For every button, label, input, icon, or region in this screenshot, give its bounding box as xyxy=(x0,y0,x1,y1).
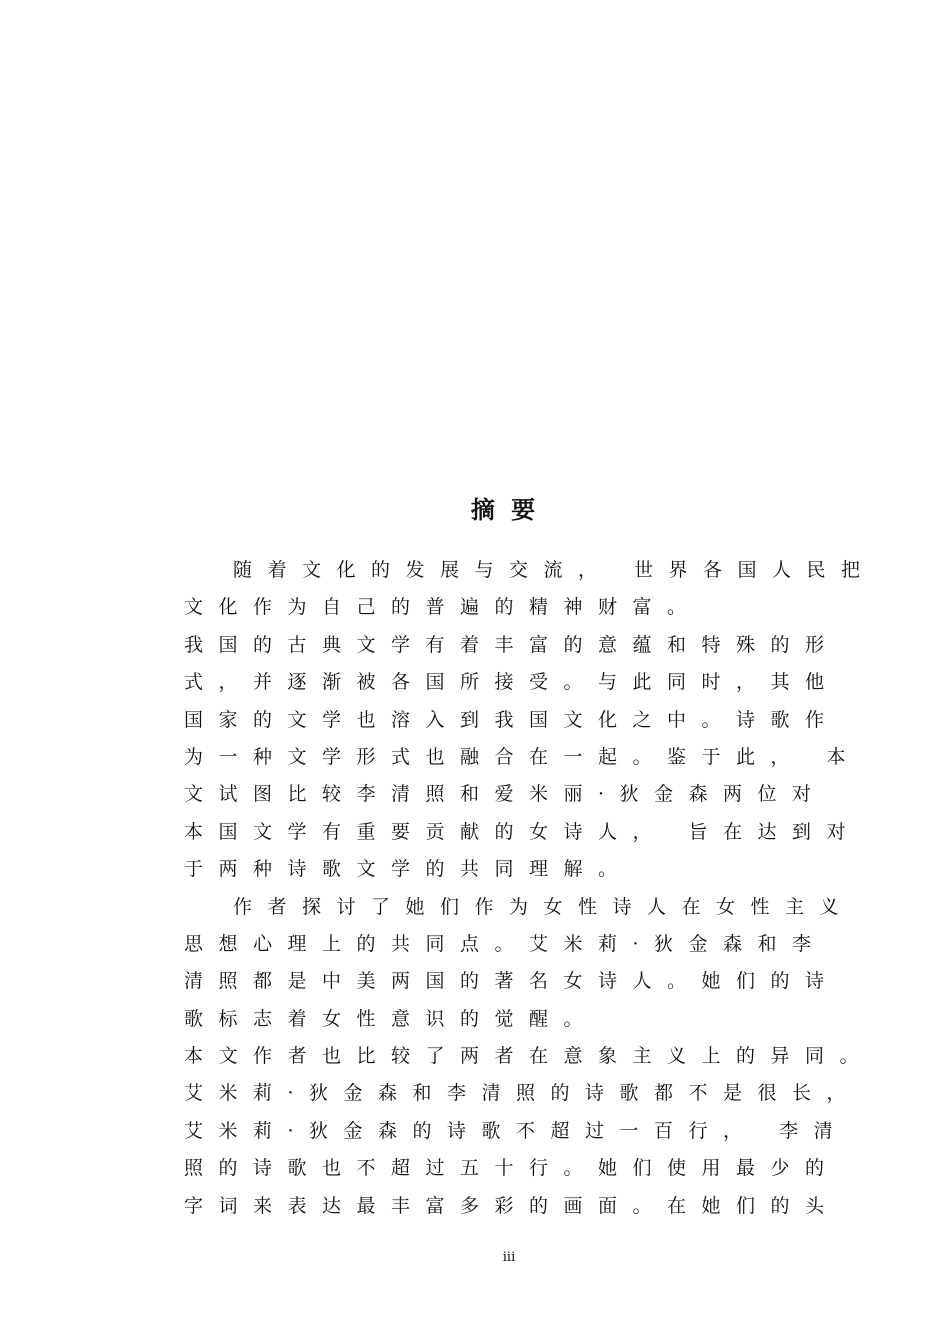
abstract-title: 摘 要 xyxy=(470,495,540,524)
text-line: 于两种诗歌文学的共同理解。 xyxy=(184,858,633,881)
text-line: 文化作为自己的普遍的精神财富。 xyxy=(184,596,702,619)
text-line: 字词来表达最丰富多彩的画面。在她们的头 xyxy=(184,1194,840,1217)
text-line: 歌标志着女性意识的觉醒。 xyxy=(184,1007,599,1030)
text-line: 照的诗歌也不超过五十行。她们使用最少的 xyxy=(184,1157,840,1180)
text-line: 本国文学有重要贡献的女诗人， 旨在达到对 xyxy=(184,820,862,843)
text-line: 思想心理上的共同点。艾米莉·狄金森和李 xyxy=(184,932,827,955)
text-line: 为一种文学形式也融合在一起。鉴于此， 本 xyxy=(184,745,862,768)
text-line: 式，并逐渐被各国所接受。与此同时，其他 xyxy=(184,671,840,694)
page-number: iii xyxy=(502,1250,516,1265)
text-line: 国家的文学也溶入到我国文化之中。诗歌作 xyxy=(184,708,840,731)
abstract-body xyxy=(184,552,876,1225)
text-line: 艾米莉·狄金森的诗歌不超过一百行， 李清 xyxy=(184,1119,849,1142)
text-line: 随着文化的发展与交流， 世界各国人民把 xyxy=(233,559,876,581)
text-line: 文试图比较李清照和爱米丽·狄金森两位对 xyxy=(184,783,827,806)
text-line: 本文作者也比较了两者在意象主义上的异同。 xyxy=(184,1045,875,1068)
text-line: 作者探讨了她们作为女性诗人在女性主义 xyxy=(233,895,855,918)
text-line: 清照都是中美两国的著名女诗人。她们的诗 xyxy=(184,970,840,993)
text-line: 艾米莉·狄金森和李清照的诗歌都不是很长， xyxy=(184,1082,862,1105)
text-line: 我国的古典文学有着丰富的意蕴和特殊的形 xyxy=(184,633,840,656)
